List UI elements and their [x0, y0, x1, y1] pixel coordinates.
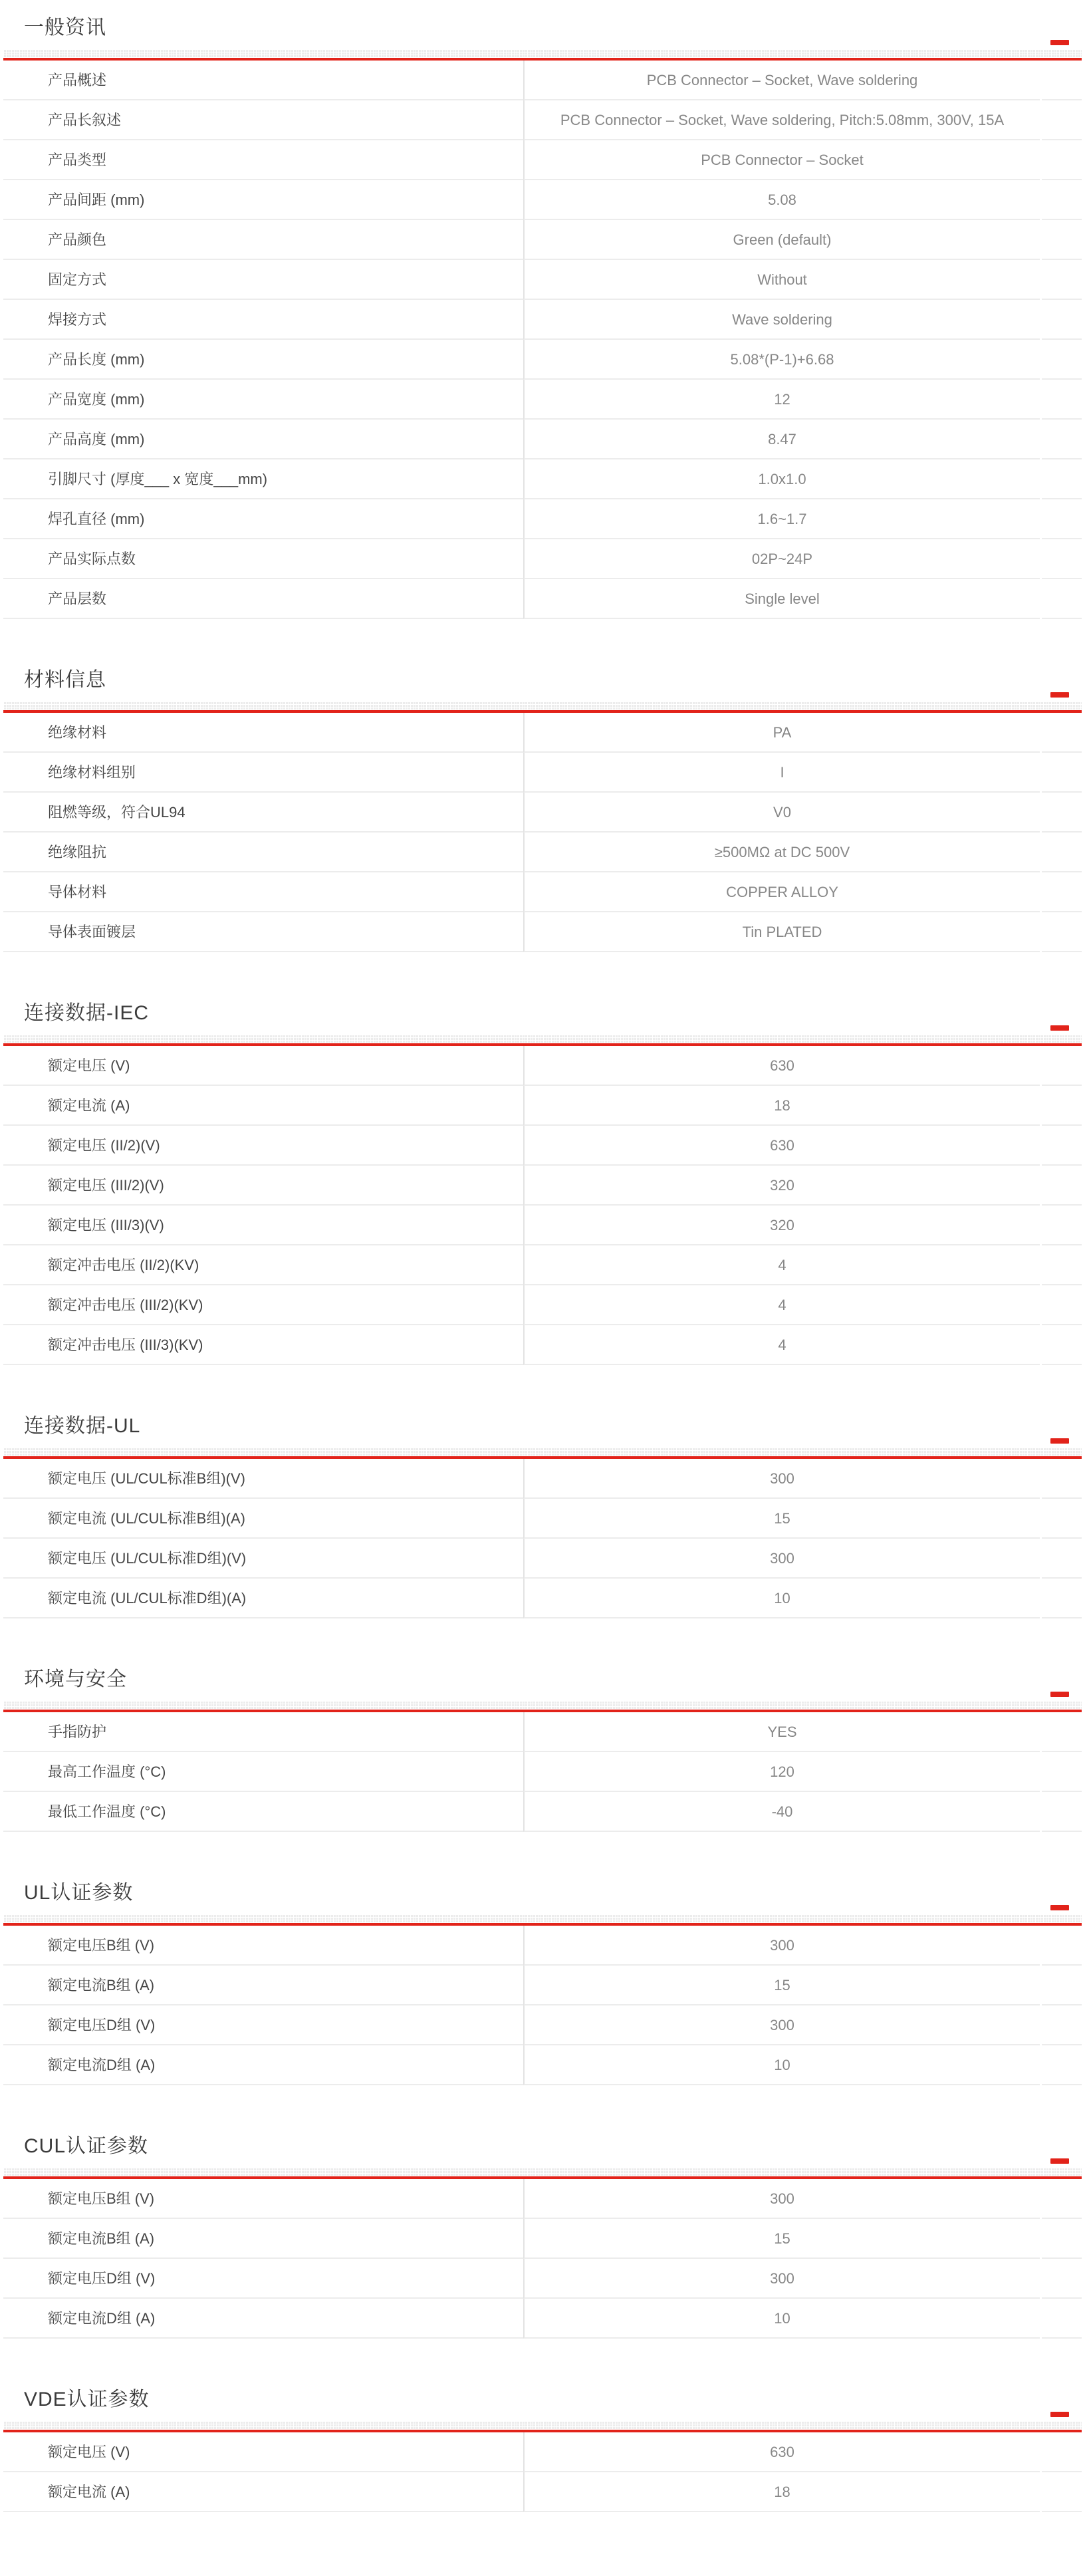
spec-label: 产品长度 (mm)	[3, 340, 523, 380]
spec-value: 10	[523, 2045, 1040, 2085]
section-title: UL认证参数	[24, 1882, 134, 1904]
spec-value: 1.6~1.7	[523, 499, 1040, 539]
spec-label: 额定电压B组 (V)	[3, 1926, 523, 1966]
collapse-minus-icon[interactable]	[1050, 2412, 1069, 2417]
table-row	[3, 61, 1082, 100]
filler-cell	[1042, 260, 1082, 300]
filler-cell	[1042, 579, 1082, 619]
spec-value: 4	[523, 1245, 1040, 1285]
spec-section	[0, 2136, 1085, 2339]
table-row	[3, 539, 1082, 579]
spec-section	[0, 2389, 1085, 2512]
spec-label: 导体表面镀层	[3, 912, 523, 952]
filler-cell	[1042, 1325, 1082, 1365]
filler-cell	[1042, 1926, 1082, 1966]
filler-cell	[1042, 2259, 1082, 2299]
collapse-minus-icon[interactable]	[1050, 1905, 1069, 1910]
table-row	[3, 1499, 1082, 1539]
filler-cell	[1042, 220, 1082, 260]
spec-label: 绝缘材料组别	[3, 753, 523, 793]
table-row	[3, 420, 1082, 459]
spec-label: 产品层数	[3, 579, 523, 619]
spec-value: 630	[523, 1046, 1040, 1086]
spec-value: 120	[523, 1752, 1040, 1792]
table-row	[3, 2005, 1082, 2045]
spec-label: 额定电压 (V)	[3, 1046, 523, 1086]
spec-value: 320	[523, 1166, 1040, 1206]
spec-label: 额定电压 (III/3)(V)	[3, 1206, 523, 1245]
spec-label: 导体材料	[3, 872, 523, 912]
filler-cell	[1042, 2045, 1082, 2085]
filler-cell	[1042, 2179, 1082, 2219]
table-row	[3, 1579, 1082, 1618]
spec-label: 额定电流D组 (A)	[3, 2299, 523, 2339]
spec-value: PCB Connector – Socket, Wave soldering, Pitch:5.08mm, 300V, 15A	[523, 100, 1040, 140]
spec-label: 额定冲击电压 (III/3)(KV)	[3, 1325, 523, 1365]
table-row	[3, 1325, 1082, 1365]
section-header	[0, 670, 1085, 691]
spec-section	[0, 1669, 1085, 1832]
spec-label: 额定电压 (UL/CUL标准B组)(V)	[3, 1459, 523, 1499]
section-title: 连接数据-IEC	[24, 1002, 149, 1024]
table-row	[3, 1166, 1082, 1206]
spec-label: 产品概述	[3, 61, 523, 100]
table-row	[3, 753, 1082, 793]
collapse-minus-icon[interactable]	[1050, 1025, 1069, 1031]
spec-label: 额定冲击电压 (II/2)(KV)	[3, 1245, 523, 1285]
filler-cell	[1042, 539, 1082, 579]
spec-label: 额定电流 (A)	[3, 1086, 523, 1126]
spec-label: 额定电流B组 (A)	[3, 1966, 523, 2005]
filler-cell	[1042, 140, 1082, 180]
spec-value: ≥500MΩ at DC 500V	[523, 833, 1040, 872]
spec-value: 12	[523, 380, 1040, 420]
spec-section	[0, 1416, 1085, 1618]
spec-label: 手指防护	[3, 1712, 523, 1752]
spec-value: 300	[523, 1926, 1040, 1966]
spec-label: 产品高度 (mm)	[3, 420, 523, 459]
spec-label: 额定电流 (A)	[3, 2472, 523, 2512]
filler-cell	[1042, 2472, 1082, 2512]
spec-value: COPPER ALLOY	[523, 872, 1040, 912]
dotted-divider	[3, 2421, 1082, 2430]
spec-label: 固定方式	[3, 260, 523, 300]
table-row	[3, 140, 1082, 180]
table-row	[3, 2432, 1082, 2472]
filler-cell	[1042, 1966, 1082, 2005]
filler-cell	[1042, 420, 1082, 459]
spec-table	[3, 1046, 1082, 1365]
spec-label: 引脚尺寸 (厚度___ x 宽度___mm)	[3, 459, 523, 499]
spec-value: 300	[523, 1539, 1040, 1579]
table-row	[3, 1966, 1082, 2005]
spec-value: 320	[523, 1206, 1040, 1245]
dotted-divider	[3, 702, 1082, 710]
spec-value: PCB Connector – Socket, Wave soldering	[523, 61, 1040, 100]
filler-cell	[1042, 1792, 1082, 1832]
dotted-divider	[3, 49, 1082, 58]
filler-cell	[1042, 1579, 1082, 1618]
spec-label: 产品类型	[3, 140, 523, 180]
spec-value: 300	[523, 1459, 1040, 1499]
spec-label: 额定电流 (UL/CUL标准D组)(A)	[3, 1579, 523, 1618]
collapse-minus-icon[interactable]	[1050, 2158, 1069, 2164]
spec-section	[0, 17, 1085, 619]
filler-cell	[1042, 2432, 1082, 2472]
table-row	[3, 1712, 1082, 1752]
table-row	[3, 100, 1082, 140]
spec-value: -40	[523, 1792, 1040, 1832]
section-header	[0, 2389, 1085, 2410]
spec-label: 最低工作温度 (°C)	[3, 1792, 523, 1832]
filler-cell	[1042, 1206, 1082, 1245]
spec-value: 15	[523, 2219, 1040, 2259]
dotted-divider	[3, 1914, 1082, 1923]
filler-cell	[1042, 499, 1082, 539]
table-row	[3, 2179, 1082, 2219]
spec-label: 产品颜色	[3, 220, 523, 260]
spec-value: 300	[523, 2259, 1040, 2299]
spec-section	[0, 1882, 1085, 2085]
spec-label: 额定电压 (V)	[3, 2432, 523, 2472]
table-row	[3, 499, 1082, 539]
table-row	[3, 380, 1082, 420]
filler-cell	[1042, 100, 1082, 140]
spec-value: 18	[523, 1086, 1040, 1126]
table-row	[3, 713, 1082, 753]
table-row	[3, 2219, 1082, 2259]
spec-section	[0, 670, 1085, 952]
spec-label: 阻燃等级，符合UL94	[3, 793, 523, 833]
filler-cell	[1042, 61, 1082, 100]
spec-value: 4	[523, 1325, 1040, 1365]
filler-cell	[1042, 180, 1082, 220]
spec-value: Tin PLATED	[523, 912, 1040, 952]
spec-value: YES	[523, 1712, 1040, 1752]
filler-cell	[1042, 872, 1082, 912]
table-row	[3, 579, 1082, 619]
section-header	[0, 1882, 1085, 1904]
spec-value: 10	[523, 2299, 1040, 2339]
table-row	[3, 300, 1082, 340]
spec-value: Without	[523, 260, 1040, 300]
table-row	[3, 1792, 1082, 1832]
filler-cell	[1042, 2005, 1082, 2045]
table-row	[3, 340, 1082, 380]
table-row	[3, 793, 1082, 833]
collapse-minus-icon[interactable]	[1050, 1438, 1069, 1444]
spec-label: 绝缘阻抗	[3, 833, 523, 872]
spec-value: I	[523, 753, 1040, 793]
spec-value: 630	[523, 1126, 1040, 1166]
filler-cell	[1042, 1752, 1082, 1792]
spec-label: 额定电流D组 (A)	[3, 2045, 523, 2085]
spec-label: 额定电压B组 (V)	[3, 2179, 523, 2219]
spec-value: 10	[523, 1579, 1040, 1618]
table-row	[3, 2045, 1082, 2085]
spec-label: 焊接方式	[3, 300, 523, 340]
section-header	[0, 1416, 1085, 1437]
filler-cell	[1042, 793, 1082, 833]
table-row	[3, 1752, 1082, 1792]
spec-label: 产品长叙述	[3, 100, 523, 140]
spec-table	[3, 1926, 1082, 2085]
table-row	[3, 1206, 1082, 1245]
spec-label: 额定电压D组 (V)	[3, 2005, 523, 2045]
spec-value: PCB Connector – Socket	[523, 140, 1040, 180]
filler-cell	[1042, 1459, 1082, 1499]
dotted-divider	[3, 1701, 1082, 1710]
filler-cell	[1042, 1712, 1082, 1752]
section-title: 连接数据-UL	[24, 1415, 141, 1437]
section-title: 材料信息	[24, 669, 106, 691]
table-row	[3, 220, 1082, 260]
spec-value: 300	[523, 2005, 1040, 2045]
filler-cell	[1042, 1539, 1082, 1579]
spec-value: Green (default)	[523, 220, 1040, 260]
spec-label: 额定电压 (UL/CUL标准D组)(V)	[3, 1539, 523, 1579]
section-header	[0, 1003, 1085, 1024]
filler-cell	[1042, 1285, 1082, 1325]
table-row	[3, 2259, 1082, 2299]
table-row	[3, 2299, 1082, 2339]
table-row	[3, 872, 1082, 912]
spec-value: 5.08*(P-1)+6.68	[523, 340, 1040, 380]
spec-value: Single level	[523, 579, 1040, 619]
filler-cell	[1042, 300, 1082, 340]
spec-label: 额定电压 (II/2)(V)	[3, 1126, 523, 1166]
table-row	[3, 1046, 1082, 1086]
dotted-divider	[3, 2168, 1082, 2176]
spec-value: V0	[523, 793, 1040, 833]
spec-value: Wave soldering	[523, 300, 1040, 340]
table-row	[3, 912, 1082, 952]
spec-value: 5.08	[523, 180, 1040, 220]
collapse-minus-icon[interactable]	[1050, 1692, 1069, 1697]
filler-cell	[1042, 1166, 1082, 1206]
table-row	[3, 459, 1082, 499]
section-title: VDE认证参数	[24, 2388, 150, 2410]
spec-value: 630	[523, 2432, 1040, 2472]
dotted-divider	[3, 1448, 1082, 1456]
filler-cell	[1042, 912, 1082, 952]
spec-label: 焊孔直径 (mm)	[3, 499, 523, 539]
spec-label: 额定冲击电压 (III/2)(KV)	[3, 1285, 523, 1325]
spec-table	[3, 1459, 1082, 1618]
spec-sections	[0, 17, 1085, 2512]
filler-cell	[1042, 833, 1082, 872]
spec-label: 额定电流B组 (A)	[3, 2219, 523, 2259]
section-title: CUL认证参数	[24, 2135, 149, 2157]
spec-value: 15	[523, 1499, 1040, 1539]
table-row	[3, 833, 1082, 872]
filler-cell	[1042, 340, 1082, 380]
filler-cell	[1042, 2219, 1082, 2259]
spec-label: 产品间距 (mm)	[3, 180, 523, 220]
spec-value: 1.0x1.0	[523, 459, 1040, 499]
table-row	[3, 1126, 1082, 1166]
collapse-minus-icon[interactable]	[1050, 692, 1069, 698]
filler-cell	[1042, 753, 1082, 793]
spec-label: 额定电压D组 (V)	[3, 2259, 523, 2299]
spec-section	[0, 1003, 1085, 1365]
table-row	[3, 1926, 1082, 1966]
spec-value: 15	[523, 1966, 1040, 2005]
spec-table	[3, 2179, 1082, 2339]
section-title: 一般资讯	[24, 17, 106, 39]
table-row	[3, 2472, 1082, 2512]
filler-cell	[1042, 713, 1082, 753]
collapse-minus-icon[interactable]	[1050, 40, 1069, 45]
filler-cell	[1042, 1499, 1082, 1539]
spec-value: 8.47	[523, 420, 1040, 459]
table-row	[3, 180, 1082, 220]
spec-table	[3, 1712, 1082, 1832]
section-title: 环境与安全	[24, 1668, 127, 1690]
spec-label: 最高工作温度 (°C)	[3, 1752, 523, 1792]
section-header	[0, 2136, 1085, 2157]
spec-label: 产品宽度 (mm)	[3, 380, 523, 420]
filler-cell	[1042, 380, 1082, 420]
spec-value: 4	[523, 1285, 1040, 1325]
filler-cell	[1042, 2299, 1082, 2339]
filler-cell	[1042, 1046, 1082, 1086]
spec-table	[3, 61, 1082, 619]
spec-label: 绝缘材料	[3, 713, 523, 753]
table-row	[3, 1539, 1082, 1579]
spec-label: 产品实际点数	[3, 539, 523, 579]
spec-table	[3, 713, 1082, 952]
spec-label: 额定电流 (UL/CUL标准B组)(A)	[3, 1499, 523, 1539]
table-row	[3, 1245, 1082, 1285]
filler-cell	[1042, 1245, 1082, 1285]
filler-cell	[1042, 1126, 1082, 1166]
table-row	[3, 1285, 1082, 1325]
spec-label: 额定电压 (III/2)(V)	[3, 1166, 523, 1206]
spec-value: 300	[523, 2179, 1040, 2219]
section-header	[0, 17, 1085, 39]
table-row	[3, 1459, 1082, 1499]
table-row	[3, 1086, 1082, 1126]
table-row	[3, 260, 1082, 300]
spec-value: 02P~24P	[523, 539, 1040, 579]
spec-table	[3, 2432, 1082, 2512]
filler-cell	[1042, 459, 1082, 499]
spec-value: 18	[523, 2472, 1040, 2512]
spec-value: PA	[523, 713, 1040, 753]
filler-cell	[1042, 1086, 1082, 1126]
dotted-divider	[3, 1035, 1082, 1043]
section-header	[0, 1669, 1085, 1690]
